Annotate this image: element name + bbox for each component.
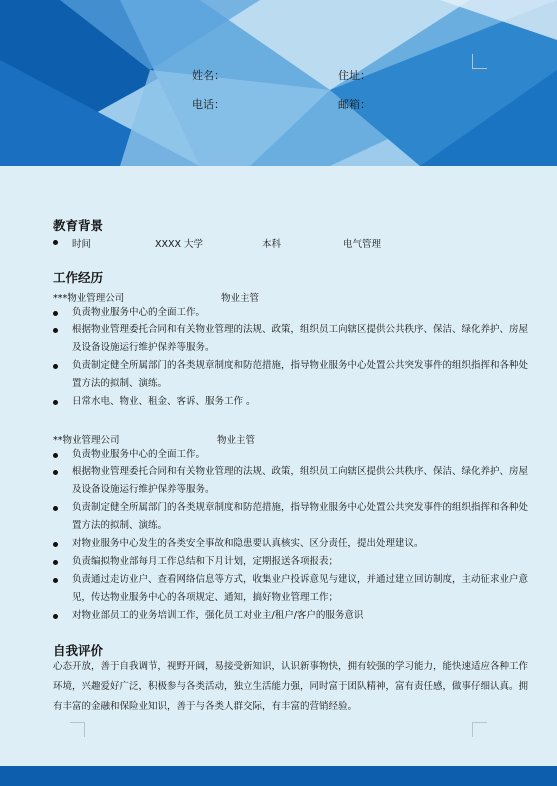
job-2-duty: 对物业部员工的业务培训工作，强化员工对业主/租户/客户的服务意识 [72,610,364,621]
job-1-duty-bullet [53,400,58,405]
job-1-company: ***物业管理公司 [53,293,125,304]
corner-mark-bottom-left [70,722,85,737]
job-1-duty-bullet [53,328,58,333]
job-2-duty-bullet [53,542,58,547]
job-1-duty: 根据物业管理委托合同和有关物业管理的法规、政策，组织员工向辖区提供公共秩序、保洁、绿化养护、房屋及设备设施运行维护保养等服务。 [72,324,529,353]
job-2-duty: 根据物业管理委托合同和有关物业管理的法规、政策，组织员工向辖区提供公共秩序、保洁、绿化养护、房屋及设备设施运行维护保养等服务。 [72,466,529,495]
education-title: 教育背景 [53,218,104,233]
header-banner [0,0,557,166]
job-2-duty: 负责物业服务中心的全面工作。 [72,449,206,460]
job-1-duty: 日常水电、物业、租金、客诉、服务工作 。 [72,396,256,407]
job-2-duty: 负责制定健全所属部门的各类规章制度和防范措施，指导物业服务中心处置公共突发事件的组织指挥和各种处置方法的拟制、演练。 [72,502,529,531]
job-2-duty: 负责通过走访业户、查看网络信息等方式，收集业户投诉意见与建议，并通过建立回访制度，主动征求业户意见，传达物业服务中心的各项规定、通知，搞好物业管理工作； [72,574,529,603]
address-label: 住址： [338,69,371,82]
job-1-duty: 负责制定健全所属部门的各类规章制度和防范措施，指导物业服务中心处置公共突发事件的组织指挥和各种处置方法的拟制、演练。 [72,360,529,389]
work-title: 工作经历 [53,270,104,285]
job-1-duty: 负责物业服务中心的全面工作。 [72,307,206,318]
job-1-duty-bullet [53,364,58,369]
education-time: 时间 [72,239,92,250]
job-2-position: 物业主管 [217,435,256,446]
education-school: XXXX 大学 [155,239,204,250]
job-2-duty-bullet [53,506,58,511]
self-eval-text: 心态开放，善于自我调节，视野开阔，易接受新知识，认识新事物快，拥有较强的学习能力，能快速适应各种工作环境，兴趣爱好广泛，积极参与各类活动，独立生活能力强，同时富于团队精神，富有责任感，做事仔细认真。拥有丰富的金融和保险业知识，善于与各类人群交际，有丰富的营销经验。 [53,661,529,712]
name-label: 姓名： [192,69,225,82]
corner-mark-bottom-right [472,722,487,737]
job-2-company: **物业管理公司 [53,435,120,446]
job-2-duty-bullet [53,614,58,619]
job-2-duty-bullet [53,578,58,583]
job-2-duty: 负责编拟物业部每月工作总结和下月计划，定期报送各项报表； [72,556,339,567]
job-1-duty-bullet [53,311,58,316]
job-2-duty-bullet [53,470,58,475]
header-geometric-background [0,0,557,166]
job-2-duty-bullet [53,453,58,458]
footer-bar [0,766,557,786]
education-major: 电气管理 [343,239,382,250]
self-eval-title: 自我评价 [53,643,104,658]
corner-mark-top-right [472,54,487,69]
education-degree: 本科 [262,239,282,250]
phone-label: 电话： [192,98,225,111]
education-bullet [53,240,58,245]
job-2-duty: 对物业服务中心发生的各类安全事故和隐患要认真核实、区分责任，提出处理建议。 [72,538,424,549]
email-label: 邮箱： [338,98,371,111]
job-1-position: 物业主管 [221,293,260,304]
job-2-duty-bullet [53,560,58,565]
